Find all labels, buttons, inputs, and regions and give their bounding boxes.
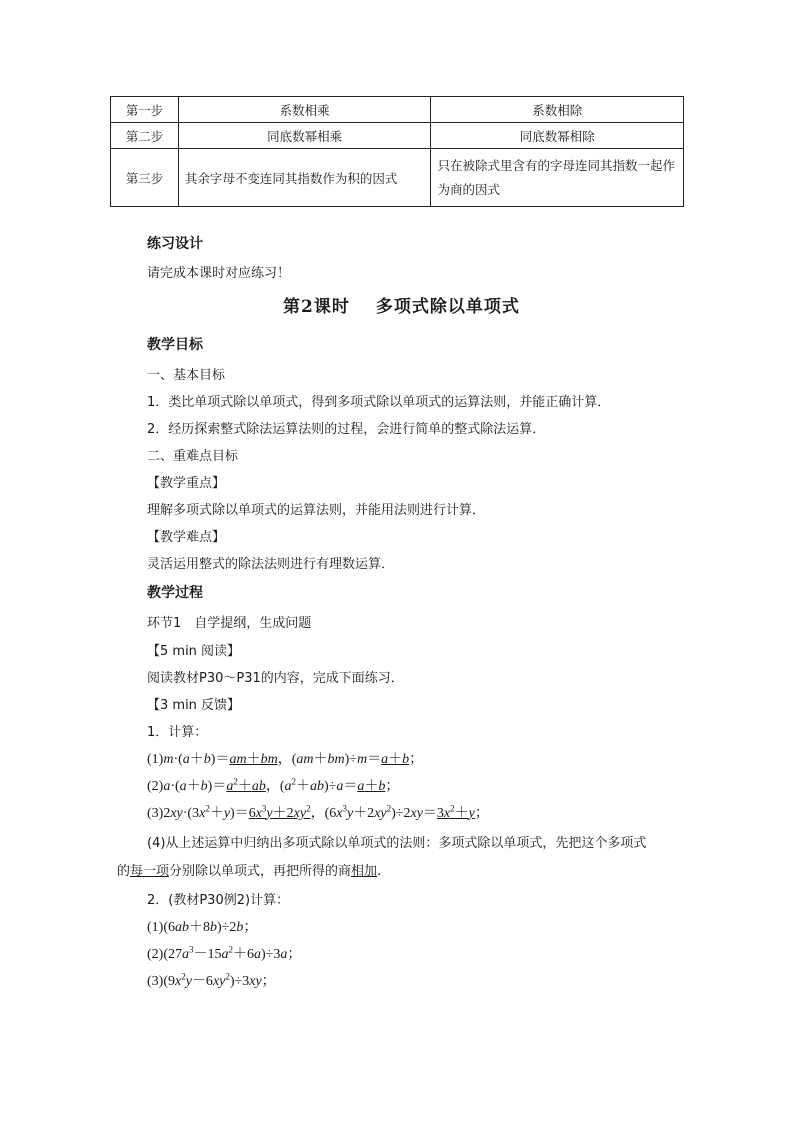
step-cell: 第一步 <box>111 97 179 123</box>
rule-question-line-1: (4)从上述运算中归纳出多项式除以单项式的法则：多项式除以单项式，先把这个多项式 <box>147 836 647 851</box>
table-row <box>111 149 684 207</box>
step-cell: 第二步 <box>111 123 179 149</box>
answer-blank-2: 相加 <box>351 864 378 879</box>
basic-goals-heading: 一、基本目标 <box>147 368 226 383</box>
exercise-3: $(3)(9x^2y-6xy^2)\div 3xy$； <box>147 971 276 989</box>
lesson-title <box>283 292 520 317</box>
key-goals-heading: 二、重难点目标 <box>147 449 239 464</box>
process-heading: 教学过程 <box>147 585 203 601</box>
divide-cell: 系数相除 <box>431 97 684 123</box>
rule-question-line-2: 的每一项分别除以单项式，再把所得的商相加. <box>117 864 382 879</box>
feedback-label: 【3 min 反馈】 <box>147 698 241 713</box>
difficulty-label: 【教学难点】 <box>147 530 226 545</box>
focus-text: 理解多项式除以单项式的运算法则，并能用法则进行计算． <box>147 503 486 518</box>
basic-goal-2: 2．经历探索整式除法运算法则的过程，会进行简单的整式除法运算． <box>147 422 546 437</box>
divide-cell: 同底数幂相除 <box>431 123 684 149</box>
goals-heading: 教学目标 <box>147 337 203 353</box>
divide-cell: 只在被除式里含有的字母连同其指数一起作为商的因式 <box>431 149 684 207</box>
focus-label: 【教学重点】 <box>147 476 226 491</box>
question-1: 1．计算： <box>147 725 208 740</box>
question-2: 2．(教材P30例2)计算： <box>147 893 290 908</box>
equation-3: $(3)2xy\cdot(3x^2+y)=6x^3y+2xy^2$，$(6x^3y+2xy^2)\div 2xy=3x^2+y$； <box>147 803 489 821</box>
multiply-cell: 同底数幂相乘 <box>178 123 431 149</box>
table-row <box>111 123 684 149</box>
multiply-cell: 系数相乘 <box>178 97 431 123</box>
practice-text: 请完成本课时对应练习！ <box>147 266 291 281</box>
lesson-number: 第2课时 <box>283 297 350 317</box>
comparison-table <box>110 96 684 207</box>
multiply-cell: 其余字母不变连同其指数作为积的因式 <box>178 149 431 207</box>
answer-blank-1: 每一项 <box>130 864 170 879</box>
table-row <box>111 97 684 123</box>
basic-goal-1: 1．类比单项式除以单项式，得到多项式除以单项式的运算法则，并能正确计算． <box>147 395 611 410</box>
equation-1: (1)m·(a＋b)＝am＋bm，(am＋bm)÷m＝a＋b； <box>147 752 424 767</box>
read-label: 【5 min 阅读】 <box>147 644 241 659</box>
section-1-title: 环节1 自学提纲，生成问题 <box>147 616 312 631</box>
step-cell: 第三步 <box>111 149 179 207</box>
equation-2: $(2)a\cdot(a+b)=a^2+ab$，$(a^2+ab)\div a=a+b$； <box>147 776 400 794</box>
exercise-2: $(2)(27a^3-15a^2+6a)\div 3a$； <box>147 944 302 962</box>
difficulty-text: 灵活运用整式的除法法则进行有理数运算． <box>147 557 395 572</box>
lesson-name: 多项式除以单项式 <box>375 297 520 317</box>
read-text: 阅读教材P30～P31的内容，完成下面练习． <box>147 671 404 686</box>
exercise-1: (1)(6ab＋8b)÷2b； <box>147 920 258 935</box>
practice-heading: 练习设计 <box>147 236 203 252</box>
